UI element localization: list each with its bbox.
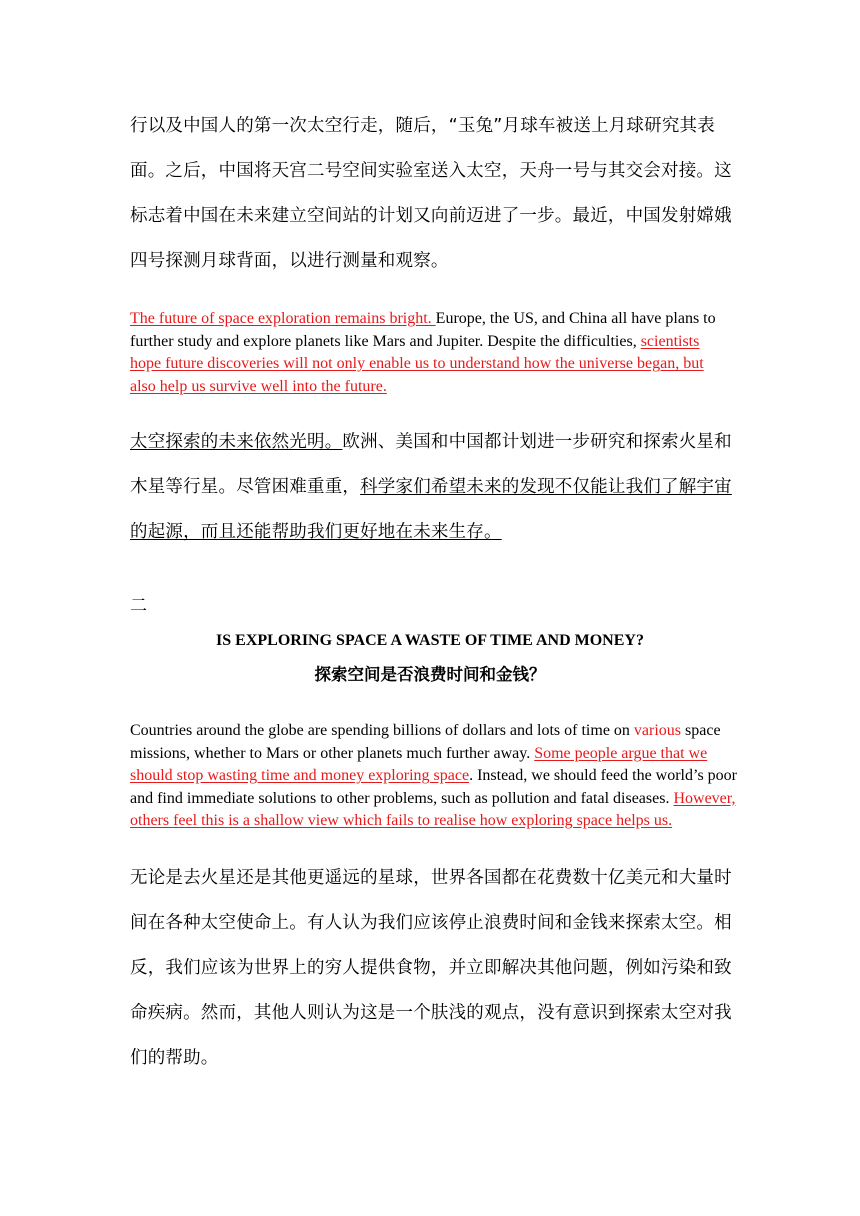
underlined-sentence: 太空探索的未来依然光明。 <box>130 432 343 452</box>
underlined-sentence: 科学家们希望未来的发现不仅能让我们了解宇宙的起源，而且还能帮助我们更好地在未来生存。 <box>130 477 732 542</box>
english-paragraph-2 <box>130 308 730 398</box>
chinese-paragraph-2 <box>130 420 740 555</box>
chinese-paragraph-3: 无论是去火星还是其他更遥远的星球，世界各国都在花费数十亿美元和大量时间在各种太空使命上。有人认为我们应该停止浪费时间和金钱来探索太空。相反，我们应该为世界上的穷人提供食物，并立即解决其他问题，例如污染和致命疾病。然而，其他人则认为这是一个肤浅的观点，没有意识到探索太空对我们的帮助。 <box>130 868 732 1068</box>
plain-text: Countries around the globe are spending billions of dollars and lots of time on <box>130 722 634 739</box>
plain-text: Europe, the US, and China all have plans to further study and explore planets like Mars and Jupiter. Despite the difficulties, <box>130 310 716 350</box>
plain-text: . Instead, we should feed the world’s poor and find immediate solutions to other problems, such as pollution and fatal diseases. <box>130 767 737 807</box>
highlight-sentence: The future of space exploration remains bright. <box>130 310 436 327</box>
section-title-chinese: 探索空间是否浪费时间和金钱？ <box>314 665 546 684</box>
plain-text: 欧洲、美国和中国都计划进一步研究和探索火星和木星等行星。尽管困难重重， <box>130 432 732 497</box>
highlight-word: various <box>633 722 682 739</box>
plain-text: space missions, whether to Mars or other planets much further away. <box>130 722 721 762</box>
section-title-english: IS EXPLORING SPACE A WASTE OF TIME AND MONEY? <box>216 632 644 649</box>
section-number: 二 <box>130 596 147 616</box>
highlight-sentence: However, others feel this is a shallow view which fails to realise how exploring space helps us. <box>130 789 736 829</box>
highlight-sentence: scientists hope future discoveries will not only enable us to understand how the universe began, but also help us survive well into the future. <box>130 332 704 395</box>
highlight-sentence: Some people argue that we should stop wasting time and money exploring space <box>130 744 708 784</box>
english-paragraph-3 <box>130 720 740 833</box>
chinese-paragraph-1: 行以及中国人的第一次太空行走，随后，“玉兔”月球车被送上月球研究其表面。之后，中国将天宫二号空间实验室送入太空，天舟一号与其交会对接。这标志着中国在未来建立空间站的计划又向前迈进了一步。最近，中国发射嫦娥四号探测月球背面，以进行测量和观察。 <box>130 116 732 271</box>
